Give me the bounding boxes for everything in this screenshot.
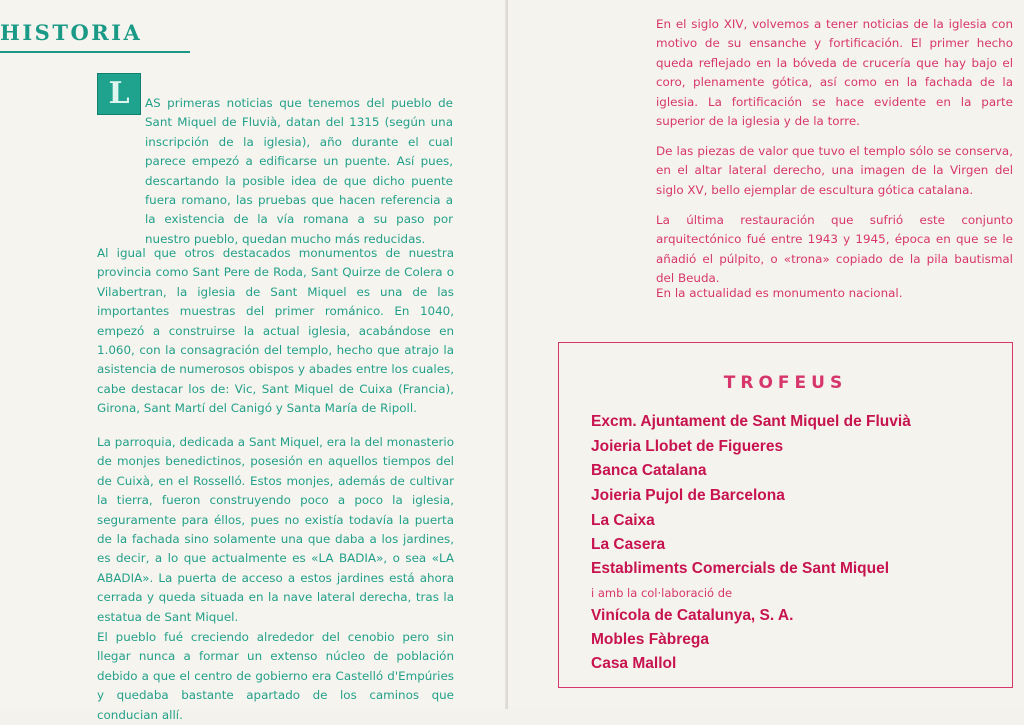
trofeus-box — [558, 342, 1013, 688]
sponsor-item: Joieria Pujol de Barcelona — [591, 487, 785, 504]
history-paragraph-1: AS primeras noticias que tenemos del pueblo de Sant Miquel de Fluvià, datan del 1315 (según una inscripción de la iglesia), año durante el cual parece empezó a edificarse un puente. Así pues, descartando la posible idea de que dicho puente fuera romano, las pruebas que hacen referencia a la existencia de la vía romana a su paso por nuestro pueblo, quedan mucho más reducidas. — [145, 96, 453, 246]
title-underline — [0, 51, 190, 53]
sponsor-item: Joieria Llobet de Figueres — [591, 438, 784, 455]
sponsor-item: Excm. Ajuntament de Sant Miquel de Fluvià — [591, 413, 911, 430]
history-paragraph-5: En el siglo XIV, volvemos a tener noticias de la iglesia con motivo de su ensanche y fortificación. El primer hecho queda reflejado en la bóveda de crucería que hay bajo el coro, plenamente gótica, así como en la fachada de la iglesia. La fortificación se hace evidente en la parte superior de la iglesia y de la torre. — [656, 17, 1013, 129]
collaborator-item: Casa Mallol — [591, 655, 677, 672]
left-page — [0, 0, 508, 722]
sponsor-item: Banca Catalana — [591, 462, 707, 479]
history-paragraph-4: El pueblo fué creciendo alrededor del cenobio pero sin llegar nunca a formar un extenso núcleo de población debido a que el centro de gobierno era Castelló d'Empúries y quedaba bastante apartado de los caminos que conducian allí. — [97, 630, 454, 722]
collaborator-item: Vinícola de Catalunya, S. A. — [591, 607, 794, 624]
sponsor-item: Establiments Comercials de Sant Miquel — [591, 560, 890, 577]
history-paragraph-8: En la actualidad es monumento nacional. — [656, 286, 903, 300]
sponsor-item: La Casera — [591, 536, 666, 553]
history-paragraph-7: La última restauración que sufrió este conjunto arquitectónico fué entre 1943 y 1945, época en que se le añadió el púlpito, o «trona» copiado de la pila bautismal del Beuda. — [656, 213, 1013, 286]
sponsor-item: La Caixa — [591, 512, 655, 529]
history-paragraph-2: Al igual que otros destacados monumentos de nuestra provincia como Sant Pere de Roda, Sant Quirze de Colera o Vilabertran, la iglesia de Sant Miquel es una de las importantes muestras del primer románico. En 1040, empezó a construirse la actual iglesia, acabándose en 1.060, con la consagración del templo, hecho que atrajo la asistencia de numerosos obispos y abades entre los cuales, cabe destacar los de: Vic, Sant Miquel de Cuixa (Francia), Girona, Sant Martí del Canigó y Santa María de Ripoll. — [97, 246, 454, 416]
history-paragraph-6: De las piezas de valor que tuvo el templo sólo se conserva, en el altar lateral derecho, una imagen de la Virgen del siglo XV, bello ejemplar de escultura gótica catalana. — [656, 144, 1013, 197]
collaboration-label: i amb la col·laboració de — [591, 586, 733, 600]
decorative-initial-letter: L — [97, 73, 141, 115]
page-title: HISTORIA — [0, 20, 143, 45]
trofeus-title: TROFEUS — [723, 373, 848, 393]
history-paragraph-3: La parroquia, dedicada a Sant Miquel, era la del monasterio de monjes benedictinos, posesión en aquellos tiempos del de Cuixà, en el Rosselló. Estos monjes, además de cultivar la tierra, fueron construyendo poco a poco la iglesia, seguramente para éllos, pues no existía todavía la puerta de la fachada sino solamente una que daba a los jardines, es decir, a lo que actualmente es «LA BADIA», o sea «LA ABADIA». La puerta de acceso a estos jardines está ahora cerrada y queda situada en la nave lateral derecha, tras la estatua de Sant Miquel. — [97, 435, 454, 624]
collaborator-item: Mobles Fàbrega — [591, 631, 709, 648]
